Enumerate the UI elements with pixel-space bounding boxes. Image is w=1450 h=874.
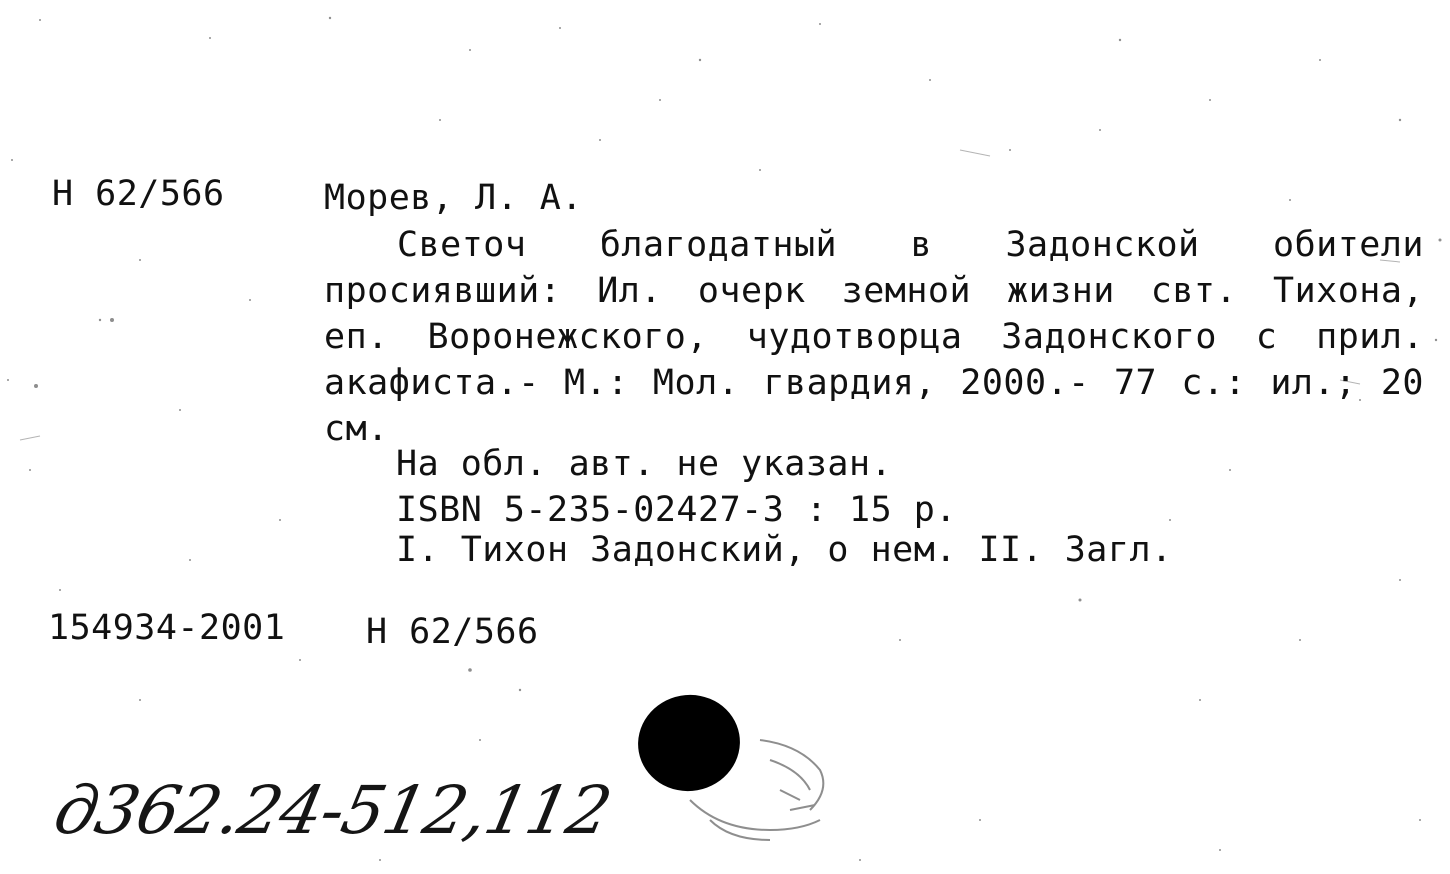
tracings-line: I. Тихон Задонский, о нем. II. Загл. — [396, 530, 1173, 570]
author-heading: Морев, Л. А. — [324, 178, 583, 218]
bibliographic-description: Светоч благодатный в Задонской обители просиявший: Ил. очерк земной жизни свт. Тихона, еп. Воронежского, чудотворца Задонского с прил. акафиста.- М.: Мол. гвардия, 2000.- 77 с.: ил.; 20 см. — [324, 225, 1424, 449]
shelf-mark: Н 62/566 — [52, 174, 225, 214]
note-author-unspecified: На обл. авт. не указан. — [396, 444, 893, 484]
handwritten-classification-code: д362.24-512,112 — [47, 772, 618, 849]
isbn-price-line: ISBN 5-235-02427-3 : 15 р. — [396, 490, 957, 530]
shelf-mark-bottom: Н 62/566 — [366, 612, 539, 652]
inventory-number: 154934-2001 — [48, 608, 286, 648]
